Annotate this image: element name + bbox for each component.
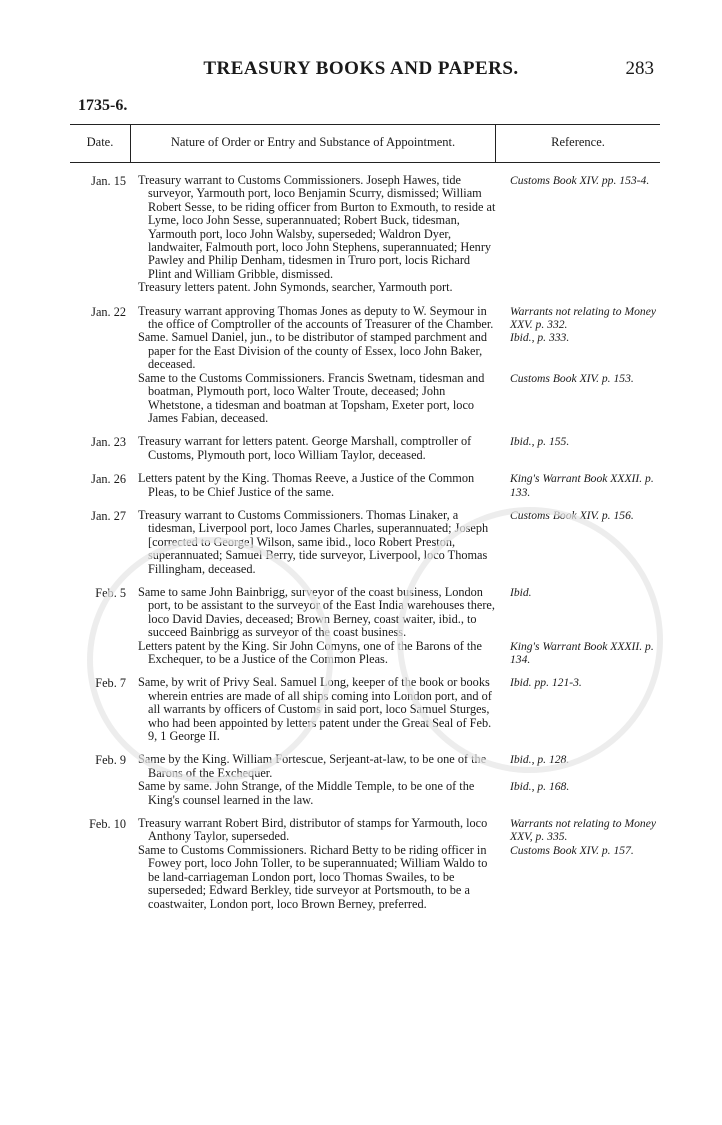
page-number: 283 — [625, 58, 654, 79]
entry-text: Letters patent by the King. Thomas Reeve, a Justice of the Common Pleas, to be Chief Justice of the same. — [138, 471, 475, 499]
entry-date: Jan. 15 — [91, 174, 126, 188]
entry — [0, 174, 722, 295]
entry-reference — [496, 281, 670, 294]
entry-date: Jan. 27 — [91, 508, 126, 523]
entry-reference: Customs Book XIV. p. 157. — [510, 843, 634, 857]
column-header-nature: Nature of Order or Entry and Substance of Appointment. — [170, 135, 456, 149]
entry-item — [138, 844, 670, 911]
entry — [0, 435, 722, 462]
entry-date: Feb. 9 — [95, 753, 126, 768]
table-top-rule — [70, 124, 660, 125]
entry-text: Treasury warrant approving Thomas Jones as deputy to W. Seymour in the office of Comptroller of the accounts of Treasurer of the Chamber. — [138, 303, 494, 332]
table-header-rule — [70, 162, 660, 163]
entry-reference: Ibid. — [510, 585, 532, 599]
entry-item — [138, 281, 670, 294]
entry-item — [138, 817, 670, 844]
entry-item — [138, 435, 670, 462]
entry-item — [138, 305, 670, 332]
entry-items — [138, 676, 670, 743]
entry — [0, 305, 722, 426]
entry-items — [138, 817, 670, 911]
entry-reference: Ibid., p. 333. — [510, 331, 570, 345]
entry-items — [138, 472, 670, 499]
column-header-date: Date. — [86, 135, 114, 149]
entry-text: Same by the King. William Fortescue, Serjeant-at-law, to be one of the Barons of the Exchequer. — [138, 752, 487, 780]
entry-items — [138, 509, 670, 576]
entry — [0, 472, 722, 499]
entry-text: Treasury warrant Robert Bird, distributor of stamps for Yarmouth, loco Anthony Taylor, superseded. — [138, 816, 488, 844]
entry-items — [138, 435, 670, 462]
entry-text: Treasury warrant to Customs Commissioners. Thomas Linaker, a tidesman, Liverpool port, loco James Charles, superannuated; Joseph [corrected to George] Wilson, same ibid., loco Robert Preston, superannuated; Samuel Berry, tide surveyor, Liverpool, loco Thomas Fillingham, deceased. — [138, 507, 489, 576]
entry-text: Same. Samuel Daniel, jun., to be distributor of stamped parchment and paper for the East Division of the county of Essex, loco John Baker, deceased. — [138, 330, 488, 372]
entry-date: Jan. 22 — [91, 304, 126, 319]
entry-item — [138, 509, 670, 576]
year-heading: 1735-6. — [78, 97, 128, 114]
entry-item — [138, 676, 670, 743]
entry-item — [138, 472, 670, 499]
entry-item — [138, 753, 670, 780]
entry-item — [138, 586, 670, 640]
running-title: TREASURY BOOKS AND PAPERS. — [203, 58, 519, 79]
column-header-reference: Reference. — [551, 135, 605, 149]
entry — [0, 753, 722, 807]
entry-reference: Customs Book XIV. pp. 153-4. — [510, 174, 650, 187]
entry — [0, 586, 722, 666]
entry-text: Same by same. John Strange, of the Middle Temple, to be one of the King's counsel learned in the law. — [138, 779, 475, 807]
entry — [0, 676, 722, 743]
entry-text: Treasury warrant to Customs Commissioners. Joseph Hawes, tide surveyor, Yarmouth port, loco Benjamin Scurry, dismissed; William Robert Sesse, to be riding officer from Burton to Exmouth, to reside at Lyme, loco John Sesse, superannuated; Robert Buck, tidesman, Yarmouth port, loco John Walsby, superseded; Waldron Dyer, landwaiter, Falmouth port, loco John Stephens, superannuated; Henry Pawley and Philip Denham, tidesmen in Truro port, locis Richard Plint and William Gribble, dismissed. — [138, 173, 496, 281]
entry-text: Same to the Customs Commissioners. Francis Swetnam, tidesman and boatman, Plymouth port, loco Walter Troute, deceased; John Whetstone, a tidesman and boatman at Topsham, Exeter port, loco James Fabian, deceased. — [138, 370, 485, 425]
entry-date: Jan. 23 — [91, 435, 126, 450]
entry-date: Feb. 10 — [89, 817, 126, 832]
entry-reference: Ibid., p. 168. — [510, 780, 570, 794]
entry-items — [138, 305, 670, 426]
entry-text: Same to Customs Commissioners. Richard Betty to be riding officer in Fowey port, loco John Toller, to be superannuated; William Waldo to be land-carriageman London port, loco Thomas Swailes, to be superseded; Edward Berkley, tide surveyor at Portsmouth, to be a coastwaiter, London port, loco Brown Berney, preferred. — [138, 842, 488, 911]
entry — [0, 509, 722, 576]
entry-reference: Warrants not relating to Money XXV, p. 335. — [510, 817, 656, 844]
entry-text: Treasury warrant for letters patent. George Marshall, comptroller of Customs, Plymouth port, loco William Taylor, deceased. — [138, 434, 472, 462]
entry-items — [138, 586, 670, 666]
entry-reference: Ibid. pp. 121-3. — [510, 676, 582, 690]
entries-list — [0, 174, 722, 921]
entry — [0, 817, 722, 911]
entry-text: Same to same John Bainbrigg, surveyor of the coast business, London port, to be assistant to the surveyor of the East India warehouses there, loco David Davies, deceased; Brown Berney, coast waiter, ibid., to succeed Bainbrigg as surveyor of the coast business. — [138, 584, 495, 640]
entry-reference: Ibid., p. 155. — [510, 435, 570, 449]
entry-reference: Customs Book XIV. p. 156. — [510, 508, 634, 522]
entry-reference: Customs Book XIV. p. 153. — [510, 371, 634, 385]
entry-item — [138, 174, 670, 281]
entry-date: Feb. 7 — [95, 676, 126, 691]
entry-date: Feb. 5 — [95, 585, 126, 600]
entry-item — [138, 331, 670, 371]
entry-text: Letters patent by the King. Sir John Comyns, one of the Barons of the Exchequer, to be a Justice of the Common Pleas. — [138, 638, 482, 666]
entry-reference: Warrants not relating to Money XXV. p. 332. — [510, 304, 656, 332]
entry-reference: Ibid., p. 128. — [510, 753, 570, 767]
entry-items — [138, 753, 670, 807]
entry-text: Treasury letters patent. John Symonds, searcher, Yarmouth port. — [138, 280, 453, 295]
entry-reference: King's Warrant Book XXXII. p. 133. — [510, 472, 654, 499]
entry-item — [138, 640, 670, 667]
entry-reference: King's Warrant Book XXXII. p. 134. — [510, 639, 654, 666]
entry-items — [138, 174, 670, 295]
entry-text: Same, by writ of Privy Seal. Samuel Long, keeper of the book or books wherein entries are made of all ships coming into London port, and of all warrants by officers of Customs in said port, loco Samuel Sturges, who had been appointed by letters patent under the Great Seal of Feb. 9, 1 George II. — [138, 675, 492, 744]
entry-item — [138, 780, 670, 807]
entry-item — [138, 372, 670, 426]
entry-date: Jan. 26 — [91, 472, 126, 487]
